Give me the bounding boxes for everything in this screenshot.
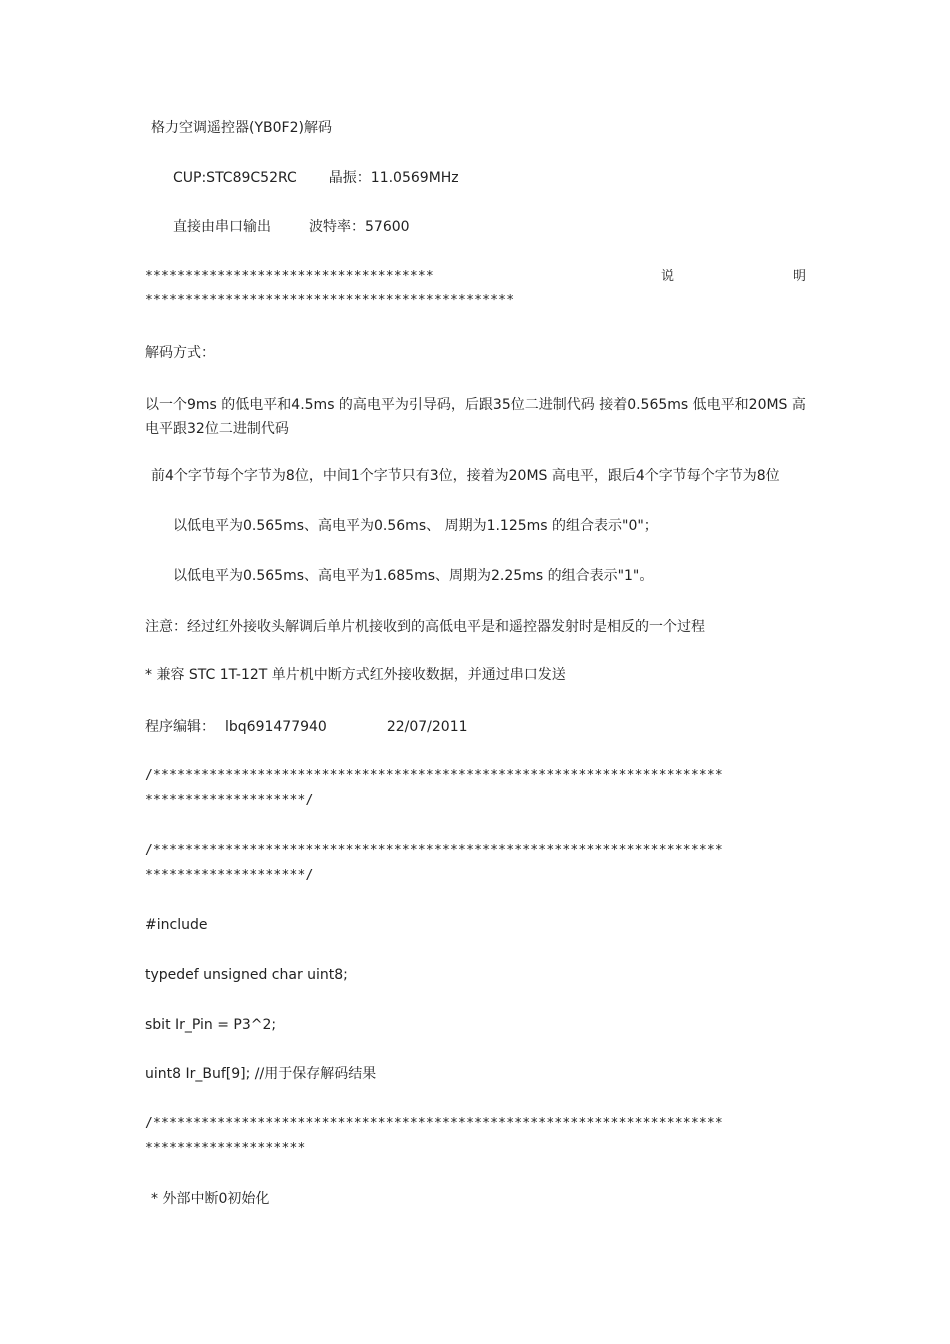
one-encoding: 以低电平为0.565ms、高电平为1.685ms、周期为2.25ms 的组合表示"1"。	[173, 568, 654, 584]
comment-block-1-line2: ********************/	[145, 793, 314, 808]
comment-block-1-line1: /***********************************************************************	[145, 768, 723, 783]
baud-text: 波特率：57600	[309, 219, 410, 235]
zero-encoding: 以低电平为0.565ms、高电平为0.56ms、 周期为1.125ms 的组合表示"0"；	[173, 518, 658, 534]
typedef-line: typedef unsigned char uint8;	[145, 967, 348, 983]
bytes-description: 前4个字节每个字节为8位，中间1个字节只有3位，接着为20MS 高电平，跟后4个字节每个字节为8位	[151, 468, 780, 484]
method-description: 以一个9ms 的低电平和4.5ms 的高电平为引导码，后跟35位二进制代码 接着0.565ms 低电平和20MS 高电平跟32位二进制代码	[145, 397, 806, 437]
output-line	[173, 216, 838, 238]
crystal-text: 晶振：11.0569MHz	[328, 170, 459, 186]
include-line: #include	[145, 917, 208, 933]
author-date: 22/07/2011	[386, 719, 468, 735]
author-label: 程序编辑：	[145, 719, 215, 735]
author-name: lbq691477940	[225, 719, 327, 735]
author-line	[145, 716, 810, 738]
header-word-2: 明	[793, 269, 807, 284]
header-banner-line1	[145, 266, 810, 288]
buffer-declaration: uint8 Ir_Buf[9]; //用于保存解码结果	[145, 1066, 377, 1082]
comment-block-2-line1: /***********************************************************************	[145, 843, 723, 858]
comment-block-3-line2: ********************	[145, 1141, 306, 1156]
method-label: 解码方式：	[145, 345, 215, 361]
doc-title: 格力空调遥控器(YB0F2)解码	[151, 120, 332, 136]
comment-block-3-line1: /***********************************************************************	[145, 1116, 723, 1131]
sbit-line: sbit Ir_Pin = P3^2;	[145, 1017, 277, 1033]
cpu-line	[173, 167, 838, 189]
header-word-1: 说	[661, 269, 675, 284]
cpu-text: CUP:STC89C52RC	[173, 170, 297, 186]
header-stars-right: **********************************************	[145, 293, 515, 308]
compat-text: * 兼容 STC 1T-12T 单片机中断方式红外接收数据，并通过串口发送	[145, 667, 566, 683]
ext-interrupt-comment: * 外部中断0初始化	[151, 1191, 270, 1207]
note-text: 注意：经过红外接收头解调后单片机接收到的高低电平是和遥控器发射时是相反的一个过程	[145, 619, 705, 635]
comment-block-2-line2: ********************/	[145, 868, 314, 883]
header-stars-left: ************************************	[145, 269, 434, 284]
output-text: 直接由串口输出	[173, 219, 271, 235]
